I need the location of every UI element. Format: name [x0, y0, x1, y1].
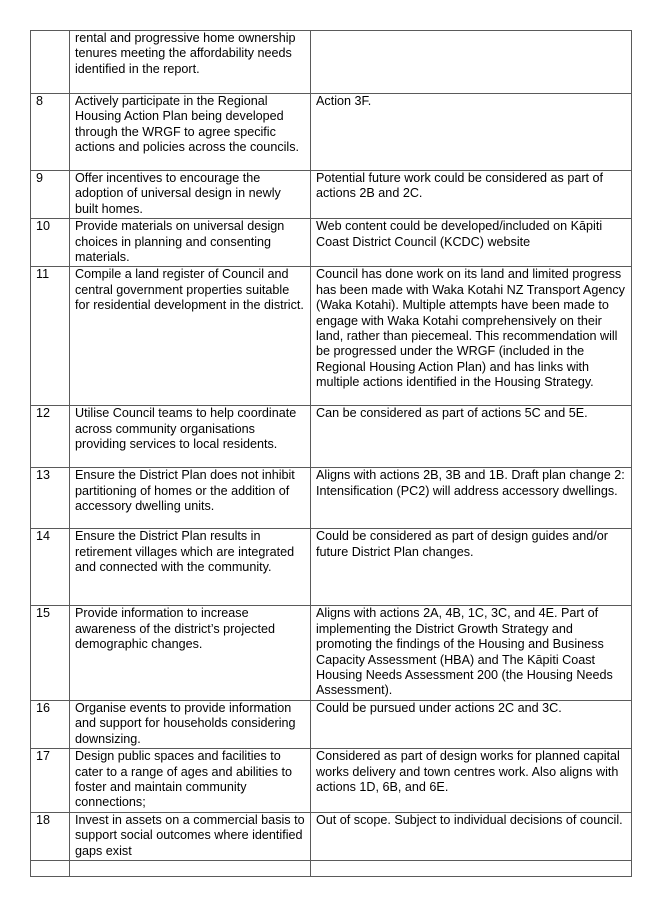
row-number — [31, 860, 70, 876]
recommendation-cell: Design public spaces and facilities to cater to a range of ages and abilities to foster and maintain community connections; — [70, 749, 311, 813]
table-row — [31, 468, 632, 529]
table-row — [31, 606, 632, 700]
row-number: 18 — [31, 812, 70, 860]
recommendation-cell — [70, 860, 311, 876]
table-row — [31, 219, 632, 267]
recommendations-table — [30, 30, 632, 877]
table-row — [31, 267, 632, 406]
response-cell: Could be considered as part of design guides and/or future District Plan changes. — [311, 529, 632, 606]
response-cell: Aligns with actions 2A, 4B, 1C, 3C, and 4E. Part of implementing the District Growth Strategy and promoting the findings of the Housing and Business Capacity Assessment (HBA) and The Kāpiti Coast Housing Needs Assessment 200 (the Housing Needs Assessment). — [311, 606, 632, 700]
row-number: 11 — [31, 267, 70, 406]
table-row — [31, 700, 632, 748]
response-cell: Web content could be developed/included on Kāpiti Coast District Council (KCDC) website — [311, 219, 632, 267]
response-cell: Action 3F. — [311, 94, 632, 171]
table-row — [31, 529, 632, 606]
recommendation-cell: Organise events to provide information and support for households considering downsizing. — [70, 700, 311, 748]
response-cell: Can be considered as part of actions 5C and 5E. — [311, 406, 632, 468]
recommendation-cell: Provide information to increase awareness of the district’s projected demographic changes. — [70, 606, 311, 700]
recommendation-cell: Ensure the District Plan does not inhibit partitioning of homes or the addition of accessory dwelling units. — [70, 468, 311, 529]
row-number: 15 — [31, 606, 70, 700]
row-number: 17 — [31, 749, 70, 813]
response-cell — [311, 860, 632, 876]
response-cell: Considered as part of design works for planned capital works delivery and town centres work. Also aligns with actions 1D, 6B, and 6E. — [311, 749, 632, 813]
table-row — [31, 94, 632, 171]
recommendation-cell: Invest in assets on a commercial basis to support social outcomes where identified gaps exist — [70, 812, 311, 860]
row-number: 14 — [31, 529, 70, 606]
recommendation-cell: Actively participate in the Regional Housing Action Plan being developed through the WRGF to agree specific actions and policies across the councils. — [70, 94, 311, 171]
response-cell: Aligns with actions 2B, 3B and 1B. Draft plan change 2: Intensification (PC2) will address accessory dwellings. — [311, 468, 632, 529]
row-number: 10 — [31, 219, 70, 267]
table-row — [31, 406, 632, 468]
row-number: 9 — [31, 171, 70, 219]
row-number: 13 — [31, 468, 70, 529]
row-number: 8 — [31, 94, 70, 171]
recommendation-cell: Ensure the District Plan results in retirement villages which are integrated and connected with the community. — [70, 529, 311, 606]
response-cell: Could be pursued under actions 2C and 3C. — [311, 700, 632, 748]
table-row — [31, 171, 632, 219]
row-number: 12 — [31, 406, 70, 468]
response-cell: Out of scope. Subject to individual decisions of council. — [311, 812, 632, 860]
table-row — [31, 812, 632, 860]
recommendation-cell: Compile a land register of Council and central government properties suitable for residential development in the district. — [70, 267, 311, 406]
response-cell — [311, 31, 632, 94]
row-number: 16 — [31, 700, 70, 748]
recommendation-cell: rental and progressive home ownership tenures meeting the affordability needs identified in the report. — [70, 31, 311, 94]
recommendation-cell: Offer incentives to encourage the adoption of universal design in newly built homes. — [70, 171, 311, 219]
table-row — [31, 31, 632, 94]
recommendation-cell: Provide materials on universal design choices in planning and consenting materials. — [70, 219, 311, 267]
row-number — [31, 31, 70, 94]
table-row — [31, 860, 632, 876]
response-cell: Council has done work on its land and limited progress has been made with Waka Kotahi NZ Transport Agency (Waka Kotahi). Multiple attempts have been made to engage with Waka Kotahi comprehensively on their land, rather than piecemeal. This recommendation will be progressed under the WRGF (included in the Regional Housing Action Plan) and has links with multiple actions identified in the Housing Strategy. — [311, 267, 632, 406]
table-row — [31, 749, 632, 813]
response-cell: Potential future work could be considered as part of actions 2B and 2C. — [311, 171, 632, 219]
recommendation-cell: Utilise Council teams to help coordinate across community organisations providing services to local residents. — [70, 406, 311, 468]
